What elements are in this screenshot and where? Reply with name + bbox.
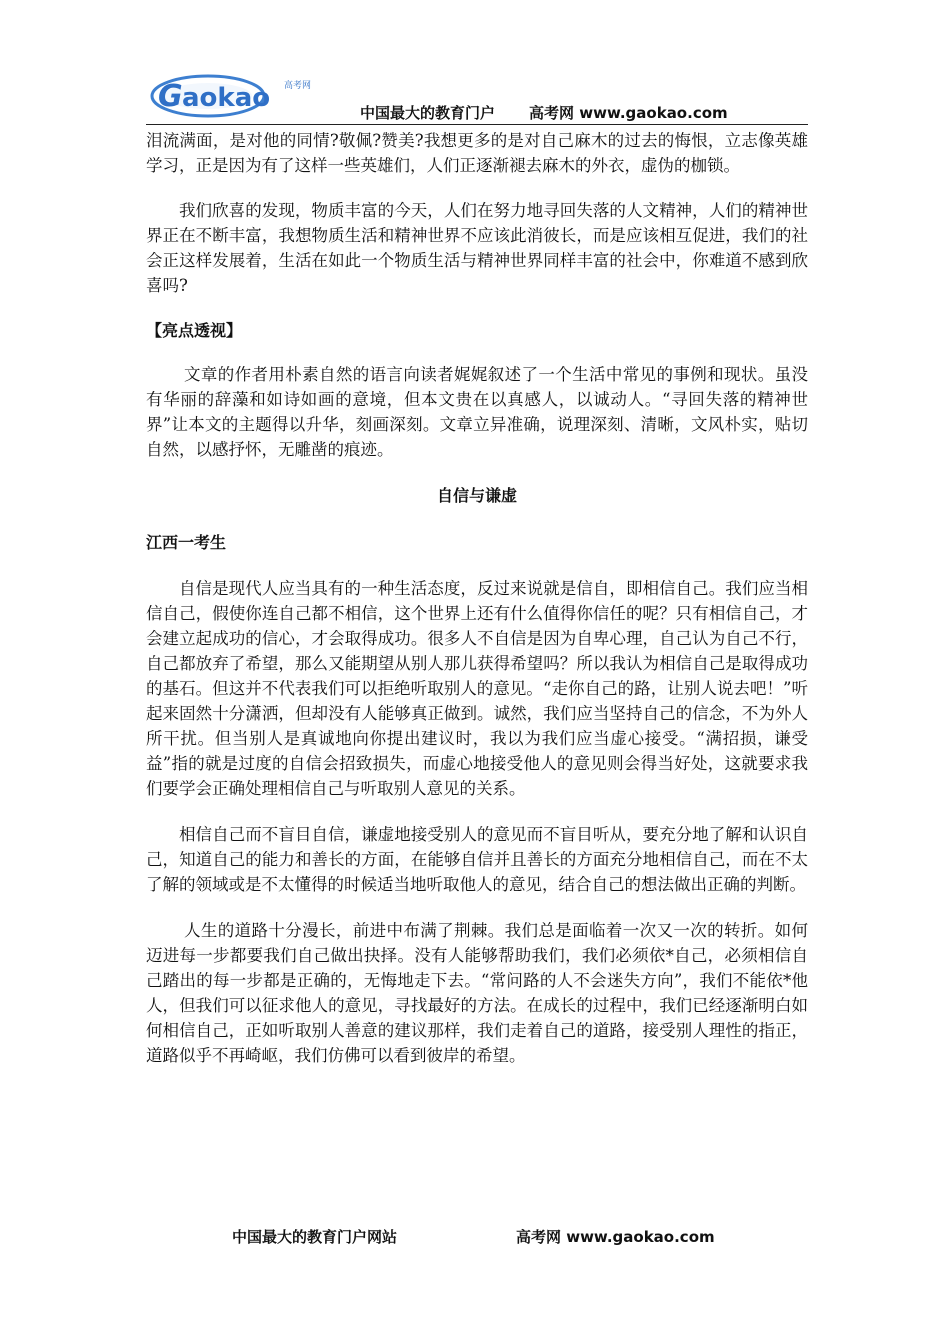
gaokao-logo <box>148 68 328 120</box>
essay-title: 自信与谦虚 <box>436 486 517 505</box>
footer-site-text: 高考网 www.gaokao.com <box>516 1228 715 1246</box>
essay-author: 江西一考生 <box>146 533 227 552</box>
paragraph-continued: 泪流满面，是对他的同情?敬佩?赞美?我想更多的是对自己麻木的过去的悔恨，立志像英雄学习，正是因为有了这样一些英雄们，人们正逐渐褪去麻木的外衣，虚伪的枷锁。 <box>146 131 808 175</box>
header-portal-text: 中国最大的教育门户 <box>360 104 496 122</box>
paragraph-3: 自信是现代人应当具有的一种生活态度，反过来说就是信自，即相信自己。我们应当相信自己，假使你连自己都不相信，这个世界上还有什么值得你信任的呢？只有相信自己，才会建立起成功的信心，才会取得成功。很多人不自信是因为自卑心理，自己认为自己不行，自己都放弃了希望，那么又能期望从别人那儿获得希望吗？所以我认为相信自己是取得成功的基石。但这并不代表我们可以拒绝听取别人的意见。“走你自己的路，让别人说去吧！”听起来固然十分潇洒，但却没有人能够真正做到。诚然，我们应当坚持自己的信念，不为外人所干扰。但当别人是真诚地向你提出建议时，我以为我们应当虚心接受。“满招损，谦受益”指的就是过度的自信会招致损失，而虚心地接受他人的意见则会得当好处，这就要求我们要学会正确处理相信自己与听取别人意见的关系。 <box>146 579 808 798</box>
svg-text:高考网: 高考网 <box>284 81 312 91</box>
article-body <box>146 128 808 1068</box>
paragraph-highlight: 文章的作者用朴素自然的语言向读者娓娓叙述了一个生活中常见的事例和现状。虽没有华丽的辞藻和如诗如画的意境，但本文贵在以真感人，以诚动人。“寻回失落的精神世界”让本文的主题得以升华，刻画深刻。文章立异准确，说理深刻、清晰，文风朴实，贴切自然，以感抒怀，无雕凿的痕迹。 <box>146 365 808 459</box>
header-tagline <box>360 102 728 123</box>
svg-text:G: G <box>158 79 183 114</box>
footer-portal-text: 中国最大的教育门户网站 <box>232 1228 398 1246</box>
paragraph-5: 人生的道路十分漫长，前进中布满了荆棘。我们总是面临着一次又一次的转折。如何迈进每一步都要我们自己做出抉择。没有人能够帮助我们，我们必须依*自己，必须相信自己踏出的每一步都是正确的，无悔地走下去。“常问路的人不会迷失方向”，我们不能依*他人，但我们可以征求他人的意见，寻找最好的方法。在成长的过程中，我们已经逐渐明白如何相信自己，正如听取别人善意的建议那样，我们走着自己的道路，接受别人理性的指正，道路似乎不再崎岖，我们仿佛可以看到彼岸的希望。 <box>146 921 808 1065</box>
page-footer <box>232 1226 792 1247</box>
highlight-heading: 【亮点透视】 <box>146 321 243 340</box>
svg-text:aokao: aokao <box>182 83 271 113</box>
header-divider <box>146 124 808 125</box>
page-header <box>148 68 808 126</box>
paragraph-1: 我们欣喜的发现，物质丰富的今天，人们在努力地寻回失落的人文精神，人们的精神世界正在不断丰富，我想物质生活和精神世界不应该此消彼长，而是应该相互促进，我们的社会正这样发展着，生活在如此一个物质生活与精神世界同样丰富的社会中，你难道不感到欣喜吗? <box>146 201 808 295</box>
header-site-text: 高考网 www.gaokao.com <box>529 104 728 122</box>
paragraph-4: 相信自己而不盲目自信，谦虚地接受别人的意见而不盲目听从，要充分地了解和认识自己，知道自己的能力和善长的方面，在能够自信并且善长的方面充分地相信自己，而在不太了解的领域或是不太懂得的时候适当地听取他人的意见，结合自己的想法做出正确的判断。 <box>146 825 808 894</box>
